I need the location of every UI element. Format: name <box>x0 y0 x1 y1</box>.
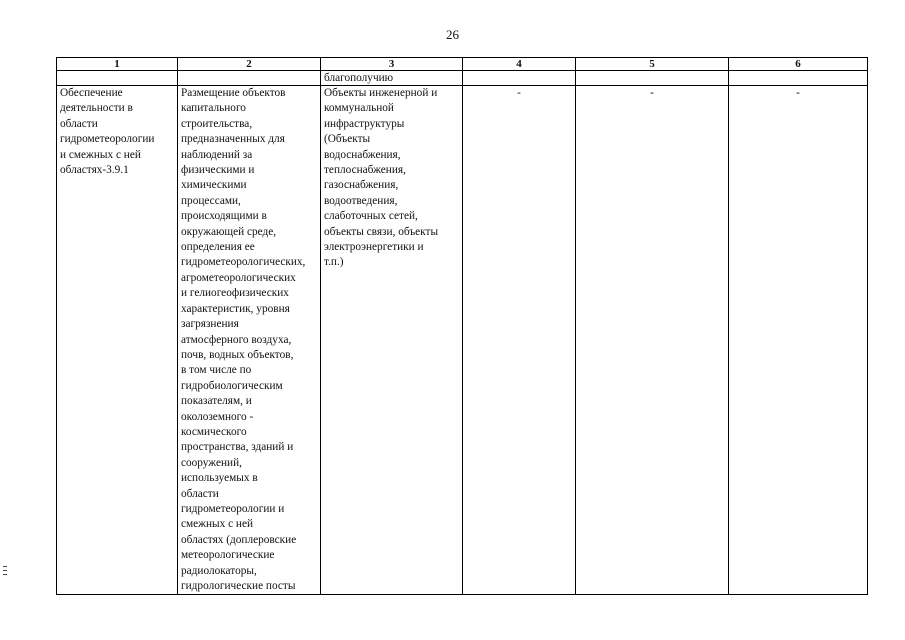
cell-text-line: т.п.) <box>324 256 344 269</box>
activity-type-cell <box>57 86 178 595</box>
column-header-4: 4 <box>463 58 576 71</box>
cell-text-line: деятельности в <box>60 102 133 115</box>
page-number: 26 <box>446 27 459 42</box>
cell-text-line: области <box>60 117 98 130</box>
cell-text-line: атмосферного воздуха, <box>181 333 292 346</box>
cell-text-line: космического <box>181 425 247 438</box>
cell-text-line: пространства, зданий и <box>181 441 294 454</box>
cell-text-line: области <box>181 487 219 500</box>
cell-text-line: (Объекты <box>324 133 371 146</box>
cell-text-line: определения ее <box>181 241 255 254</box>
continuation-cell-4 <box>463 71 576 86</box>
column-header-2: 2 <box>178 58 321 71</box>
cell-text-line: околоземного - <box>181 410 254 423</box>
cell-text-line: Обеспечение <box>60 87 123 99</box>
cell-text-line: используемых в <box>181 472 258 485</box>
cell-text-line: почв, водных объектов, <box>181 348 294 361</box>
column-header-6: 6 <box>729 58 868 71</box>
cell-text-line: водоснабжения, <box>324 148 401 161</box>
cell-text-line: гидрометеорологии <box>60 133 155 146</box>
cell-text-line: электроэнергетики и <box>324 241 424 254</box>
cell-text-line: областях (доплеровские <box>181 533 297 546</box>
cell-text-line: Размещение объектов <box>181 87 286 99</box>
cell-text-line: теплоснабжения, <box>324 164 406 177</box>
column-5-cell: - <box>576 86 729 595</box>
column-header-1: 1 <box>57 58 178 71</box>
cell-text-line: происходящими в <box>181 210 267 223</box>
cell-text-line: загрязнения <box>181 318 239 331</box>
header-row <box>57 58 868 71</box>
cell-text-line: характеристик, уровня <box>181 302 290 315</box>
cell-text-line: Объекты инженерной и <box>324 87 438 99</box>
cell-text-line: метеорологические <box>181 549 275 562</box>
cell-text-line: коммунальной <box>324 102 394 115</box>
cell-text-line: строительства, <box>181 117 253 130</box>
cell-text-line: в том числе по <box>181 364 252 377</box>
continuation-cell-1 <box>57 71 178 86</box>
cell-text-line: химическими <box>181 179 247 192</box>
cell-text-line: объекты связи, объекты <box>324 225 439 238</box>
continuation-cell-2 <box>178 71 321 86</box>
cell-text-line: инфраструктуры <box>324 117 405 130</box>
cell-text-line: газоснабжения, <box>324 179 399 192</box>
column-header-3: 3 <box>321 58 463 71</box>
cell-text-line: гидробиологическим <box>181 379 283 392</box>
cell-text-line: и гелиогеофизических <box>181 287 289 300</box>
column-6-cell: - <box>729 86 868 595</box>
cell-text-line: радиолокаторы, <box>181 564 257 577</box>
continuation-cell-6 <box>729 71 868 86</box>
continuation-cell-5 <box>576 71 729 86</box>
column-header-5: 5 <box>576 58 729 71</box>
cell-text-line: гидрометеорологии и <box>181 502 285 515</box>
cell-text-line: показателям, и <box>181 395 252 408</box>
cell-text-line: физическими и <box>181 164 255 177</box>
table-row <box>57 86 868 595</box>
land-use-table <box>56 57 868 595</box>
cell-text-line: окружающей среде, <box>181 225 277 238</box>
cell-text-line: наблюдений за <box>181 148 253 161</box>
cell-text-line: и смежных с ней <box>60 148 141 161</box>
cell-text-line: капитального <box>181 102 246 115</box>
cell-text-line: агрометеорологических <box>181 271 296 284</box>
cell-text-line: предназначенных для <box>181 133 285 146</box>
permitted-objects-cell <box>321 86 463 595</box>
cell-text-line: процессами, <box>181 194 241 207</box>
cell-text-line: водоотведения, <box>324 194 398 207</box>
cell-text-line: сооружений, <box>181 456 242 469</box>
scan-margin-mark <box>3 566 9 586</box>
cell-text-line: гидрометеорологических, <box>181 256 306 269</box>
continuation-cell-3: благополучию <box>321 71 463 86</box>
cell-text-line: смежных с ней <box>181 518 254 531</box>
cell-text-line: слаботочных сетей, <box>324 210 418 223</box>
column-4-cell: - <box>463 86 576 595</box>
continuation-row <box>57 71 868 86</box>
description-cell <box>178 86 321 595</box>
cell-text-line: гидрологические посты <box>181 580 296 592</box>
cell-text-line: областях-3.9.1 <box>60 164 129 177</box>
